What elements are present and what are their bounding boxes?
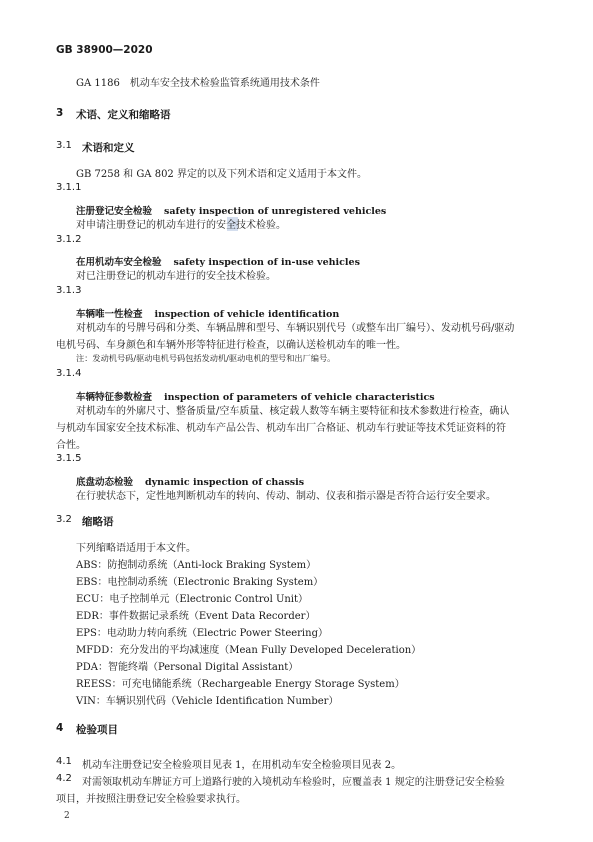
- term-definition: 合性。: [56, 440, 86, 451]
- abbreviation-item: REESS：可充电储能系统（Rechargeable Energy Storage System）: [76, 679, 405, 690]
- clause-3-2-intro: 下列缩略语适用于本文件。: [76, 543, 196, 554]
- term-english: inspection of parameters of vehicle characteristics: [164, 392, 435, 403]
- term-chinese: 车辆特征参数检查: [76, 392, 153, 403]
- abbreviation-item: MFDD：充分发出的平均减速度（Mean Fully Developed Deceleration）: [76, 645, 422, 656]
- abbreviation-item: PDA：智能终端（Personal Digital Assistant）: [76, 662, 299, 673]
- abbreviation-item: ABS：防抱制动系统（Anti-lock Braking System）: [76, 560, 317, 571]
- clause-4-1-number: 4.1: [56, 756, 72, 767]
- clause-3-1-number: 3.1: [56, 140, 72, 151]
- term-number: 3.1.4: [56, 368, 82, 379]
- abbreviation-item: EDR：事件数据记录系统（Event Data Recorder）: [76, 611, 316, 622]
- abbreviation-item: EBS：电控制动系统（Electronic Braking System）: [76, 577, 324, 588]
- term-definition: 对机动车的号牌号码和分类、车辆品牌和型号、车辆识别代号（或整车出厂编号）、发动机号码/驱动: [76, 323, 515, 334]
- section-4-title: 检验项目: [76, 724, 118, 736]
- term-english: inspection of vehicle identification: [154, 309, 340, 320]
- clause-3-2-number: 3.2: [56, 514, 72, 525]
- term-definition: 电机号码、车身颜色和车辆外形等特征进行检查，以确认送检机动车的唯一性。: [56, 340, 406, 351]
- reference-line: GA 1186 机动车安全技术检验监管系统通用技术条件: [76, 78, 320, 89]
- term-number: 3.1.5: [56, 453, 82, 464]
- section-4-number: 4: [56, 722, 64, 734]
- term-chinese: 注册登记安全检验: [76, 206, 153, 217]
- term-number: 3.1.1: [56, 182, 82, 193]
- term-definition: 对申请注册登记的机动车进行的安全技术检验。: [76, 220, 286, 231]
- term-definition: 对已注册登记的机动车进行的安全技术检验。: [76, 271, 276, 282]
- term-definition: 在行驶状态下，定性地判断机动车的转向、传动、制动、仪表和指示器是否符合运行安全要求。: [76, 491, 496, 502]
- term-definition: 对机动车的外廓尺寸、整备质量/空车质量、核定载人数等车辆主要特征和技术参数进行检查，确认: [76, 406, 510, 417]
- section-3-number: 3: [56, 107, 64, 119]
- abbreviation-item: ECU：电子控制单元（Electronic Control Unit）: [76, 594, 309, 605]
- clause-4-2-number: 4.2: [56, 773, 72, 784]
- term-number: 3.1.2: [56, 234, 82, 245]
- term-chinese: 车辆唯一性检查: [76, 309, 143, 320]
- term-english: safety inspection of in-use vehicles: [173, 257, 360, 268]
- section-3-title: 术语、定义和缩略语: [76, 109, 171, 121]
- term-chinese: 底盘动态检验: [76, 477, 134, 488]
- clause-3-2-title: 缩略语: [82, 516, 114, 528]
- clause-4-1-text: 机动车注册登记安全检验项目见表 1，在用机动车安全检验项目见表 2。: [82, 760, 402, 771]
- abbreviation-item: VIN：车辆识别代码（Vehicle Identification Number）: [76, 696, 339, 707]
- clause-3-1-title: 术语和定义: [82, 142, 135, 154]
- term-note: 注：发动机号码/驱动电机号码包括发动机/驱动电机的型号和出厂编号。: [76, 353, 336, 363]
- clause-4-2-text: 对需领取机动车牌证方可上道路行驶的入境机动车检验时，应覆盖表 1 规定的注册登记安全检验: [82, 777, 505, 788]
- page-number: 2: [64, 811, 70, 821]
- term-english: dynamic inspection of chassis: [145, 477, 305, 488]
- term-english: safety inspection of unregistered vehicles: [164, 206, 387, 217]
- term-chinese: 在用机动车安全检验: [76, 257, 162, 268]
- abbreviation-item: EPS：电动助力转向系统（Electric Power Steering）: [76, 628, 328, 639]
- term-definition: 与机动车国家安全技术标准、机动车产品公告、机动车出厂合格证、机动车行驶证等技术凭证资料的符: [56, 423, 506, 434]
- clause-3-1-intro: GB 7258 和 GA 802 界定的以及下列术语和定义适用于本文件。: [76, 169, 367, 180]
- standard-number: GB 38900—2020: [56, 44, 153, 56]
- term-number: 3.1.3: [56, 285, 82, 296]
- clause-4-2-text: 项目，并按照注册登记安全检验要求执行。: [56, 794, 246, 805]
